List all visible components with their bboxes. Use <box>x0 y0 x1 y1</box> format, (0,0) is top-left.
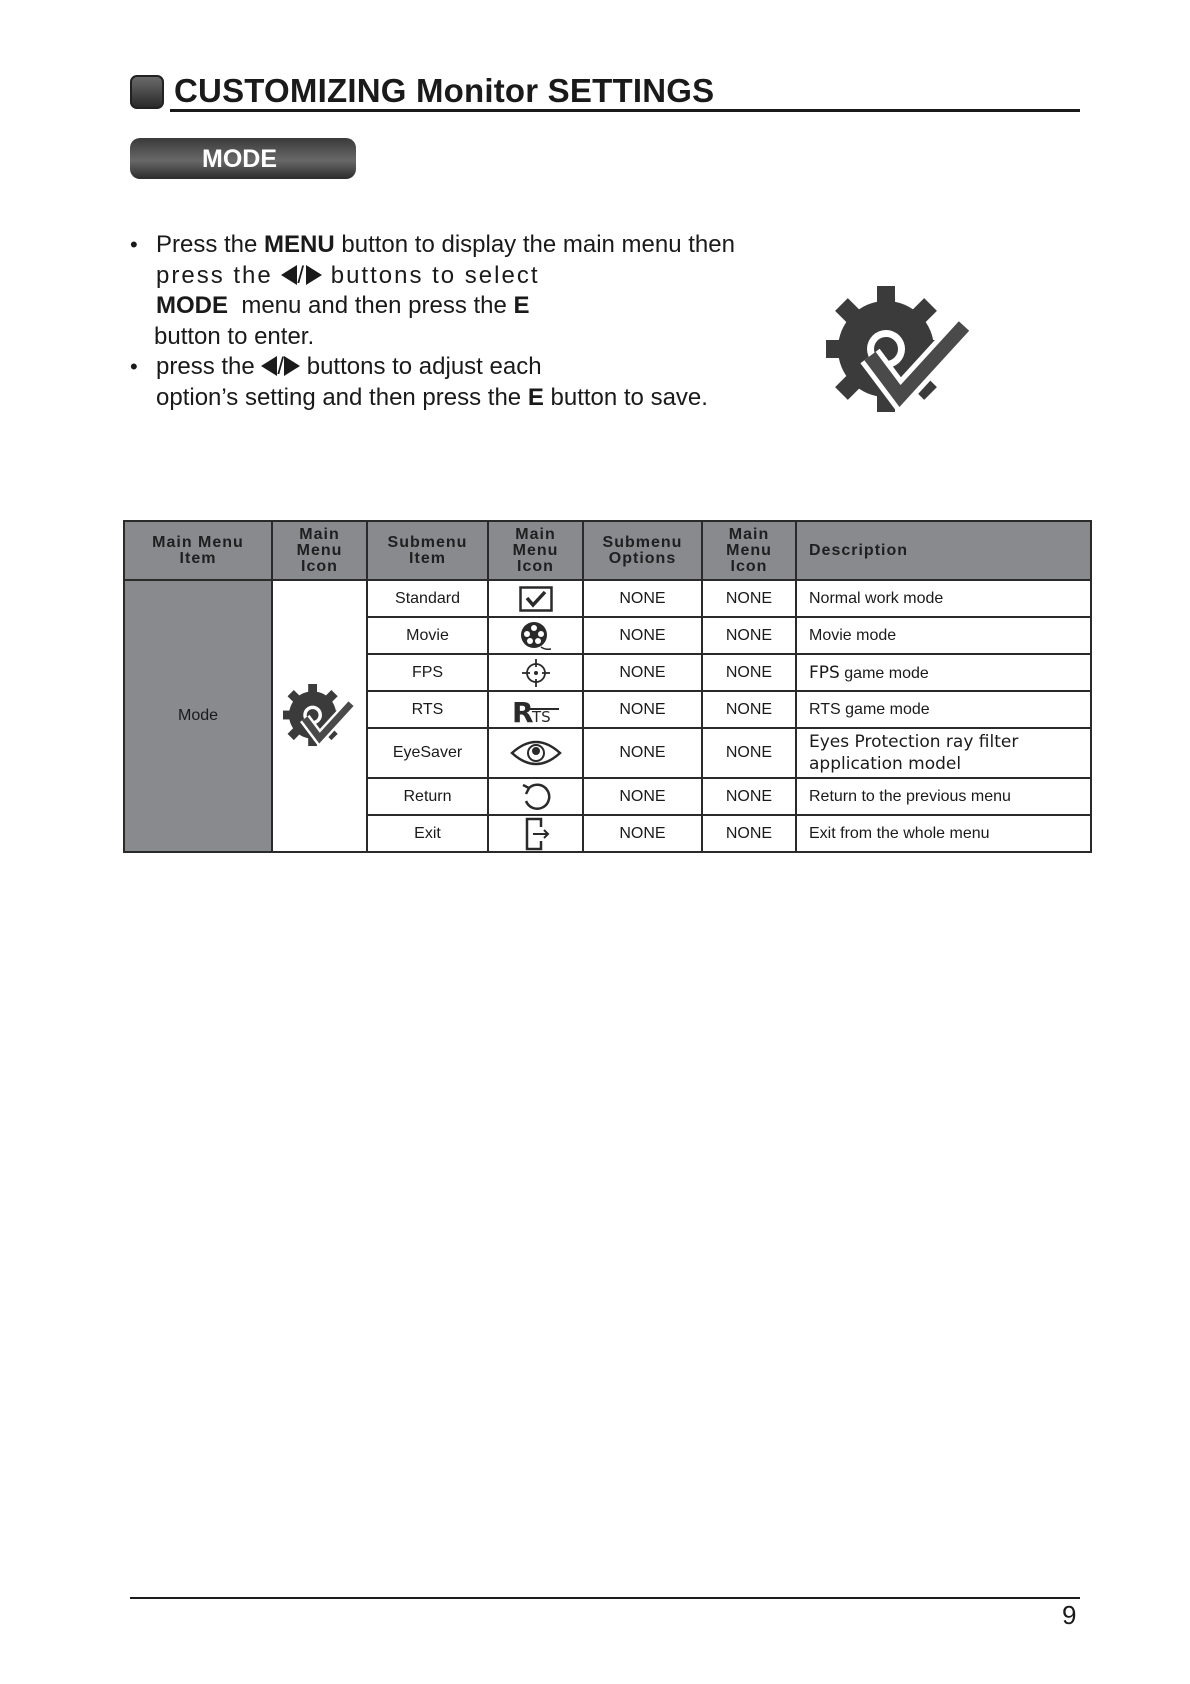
submenu-options: NONE <box>583 728 702 778</box>
page-header <box>130 72 1080 112</box>
submenu-item: Exit <box>367 815 488 852</box>
submenu-item: RTS <box>367 691 488 728</box>
main-menu-icon-cell <box>272 580 367 852</box>
section-square-icon <box>130 75 164 109</box>
submenu-options: NONE <box>583 815 702 852</box>
row-description: Exit from the whole menu <box>796 815 1091 852</box>
gear-check-icon <box>283 684 357 748</box>
submenu-icon-cell <box>488 580 583 617</box>
footer-rule <box>130 1597 1080 1599</box>
bullet-dot: • <box>130 354 138 379</box>
left-arrow-icon <box>281 265 297 285</box>
main-menu-item-cell: Mode <box>124 580 272 852</box>
svg-text:TS: TS <box>531 707 551 725</box>
crosshair-icon <box>521 658 551 688</box>
submenu-icon-cell <box>488 617 583 654</box>
col-header-description: Description <box>796 521 1091 580</box>
submenu-item: EyeSaver <box>367 728 488 778</box>
instruction-bullet-2 <box>130 352 810 413</box>
option-icon: NONE <box>702 617 796 654</box>
table-row <box>124 580 1091 617</box>
eye-icon <box>510 737 562 769</box>
film-reel-icon <box>519 620 553 652</box>
row-description: Eyes Protection ray filter application model <box>796 728 1091 778</box>
col-header-option-icon: Main Menu Icon <box>702 521 796 580</box>
exit-icon <box>521 817 551 851</box>
submenu-icon-cell <box>488 815 583 852</box>
instructions <box>130 230 810 413</box>
instruction-bullet-1 <box>130 230 810 352</box>
col-header-main-menu-icon: Main Menu Icon <box>272 521 367 580</box>
row-description: Movie mode <box>796 617 1091 654</box>
instruction-line: button to enter. <box>154 322 315 350</box>
header-rule <box>170 109 1080 112</box>
option-icon: NONE <box>702 728 796 778</box>
row-description: Return to the previous menu <box>796 778 1091 815</box>
col-header-main-menu-item: Main Menu Item <box>124 521 272 580</box>
row-description: RTS game mode <box>796 691 1091 728</box>
bullet-dot: • <box>130 232 138 257</box>
submenu-item: FPS <box>367 654 488 691</box>
option-icon: NONE <box>702 691 796 728</box>
option-icon: NONE <box>702 654 796 691</box>
page-title: CUSTOMIZING Monitor SETTINGS <box>174 72 715 109</box>
row-description: Normal work mode <box>796 580 1091 617</box>
right-arrow-icon <box>284 356 300 376</box>
submenu-icon-cell <box>488 778 583 815</box>
instruction-line: press the / buttons to adjust each <box>156 353 542 380</box>
submenu-item: Standard <box>367 580 488 617</box>
table-header-row <box>124 521 1091 580</box>
mode-menu-table <box>123 520 1092 853</box>
col-header-submenu-options: Submenu Options <box>583 521 702 580</box>
submenu-icon-cell <box>488 728 583 778</box>
return-icon <box>519 781 553 813</box>
gear-check-icon <box>826 286 976 416</box>
checkbox-icon <box>519 586 553 612</box>
option-icon: NONE <box>702 580 796 617</box>
col-header-submenu-item: Submenu Item <box>367 521 488 580</box>
instruction-line: press the / buttons to select <box>156 261 540 289</box>
section-badge-label: MODE <box>202 145 277 173</box>
submenu-options: NONE <box>583 617 702 654</box>
submenu-options: NONE <box>583 654 702 691</box>
instruction-line: MODE menu and then press the E <box>156 292 530 319</box>
row-description: FPS game mode <box>796 654 1091 691</box>
submenu-item: Movie <box>367 617 488 654</box>
option-icon: NONE <box>702 778 796 815</box>
page-number: 9 <box>1062 1600 1077 1630</box>
instruction-line: option’s setting and then press the E button to save. <box>156 383 708 411</box>
col-header-submenu-icon: Main Menu Icon <box>488 521 583 580</box>
submenu-icon-cell <box>488 691 583 728</box>
rts-icon <box>511 695 561 725</box>
instruction-line: Press the MENU button to display the main menu then <box>156 231 735 258</box>
right-arrow-icon <box>306 265 322 285</box>
submenu-item: Return <box>367 778 488 815</box>
submenu-options: NONE <box>583 580 702 617</box>
left-arrow-icon <box>261 356 277 376</box>
option-icon: NONE <box>702 815 796 852</box>
submenu-options: NONE <box>583 691 702 728</box>
submenu-options: NONE <box>583 778 702 815</box>
submenu-icon-cell <box>488 654 583 691</box>
section-badge <box>130 138 356 179</box>
svg-text:R: R <box>511 695 534 725</box>
